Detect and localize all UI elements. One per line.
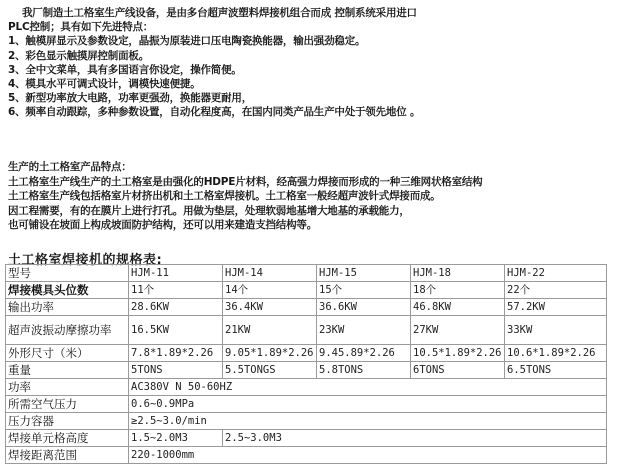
table-cell: 33KW bbox=[505, 316, 607, 345]
spec-table-title: 土工格室焊接机的规格表: bbox=[8, 253, 163, 268]
table-cell: 0.6~0.9MPa bbox=[129, 396, 607, 413]
table-cell: 6.5TONS bbox=[505, 362, 607, 379]
intro-line: 6、频率自动跟踪，多种参数设置，自动化程度高，在国内同类产品生产中处于领先地位 。 bbox=[8, 106, 421, 119]
table-row bbox=[6, 299, 607, 316]
row-label: 重量 bbox=[6, 362, 129, 379]
spec-table bbox=[5, 264, 607, 464]
table-cell: 57.2KW bbox=[505, 299, 607, 316]
table-cell: 5.8TONS bbox=[317, 362, 411, 379]
row-label: 焊接距离范围 bbox=[6, 447, 129, 464]
table-row bbox=[6, 265, 607, 282]
row-label: 焊接模具头位数 bbox=[6, 282, 129, 299]
features-heading: 生产的土工格室产品特点： bbox=[8, 161, 132, 173]
features-line: 土工格室生产线包括格室片材挤出机和土工格室焊接机。土工格室一般经超声波针式焊接而成。 bbox=[8, 190, 441, 203]
intro-line: 4、模具水平可调式设计，调模快速便捷。 bbox=[8, 78, 201, 91]
intro-line: 1、触模屏显示及参数设定，晶振为原装进口压电陶瓷换能器，输出强劲稳定。 bbox=[8, 35, 366, 48]
table-row bbox=[6, 345, 607, 362]
table-cell: 36.4KW bbox=[223, 299, 317, 316]
table-cell: 1.5~2.0M3 bbox=[129, 430, 223, 447]
features-section bbox=[8, 160, 614, 232]
table-cell: 7.8*1.89*2.26 bbox=[129, 345, 223, 362]
table-row bbox=[6, 282, 607, 299]
table-cell: 28.6KW bbox=[129, 299, 223, 316]
table-cell: 220-1000mm bbox=[129, 447, 607, 464]
table-cell: 36.6KW bbox=[317, 299, 411, 316]
table-cell: 21KW bbox=[223, 316, 317, 345]
table-cell: HJM-11 bbox=[129, 265, 223, 282]
table-cell: ≥2.5~3.0/min bbox=[129, 413, 607, 430]
table-row bbox=[6, 447, 607, 464]
intro-line: PLC控制；具有如下先进特点： bbox=[8, 21, 154, 34]
table-cell: 23KW bbox=[317, 316, 411, 345]
table-cell: HJM-22 bbox=[505, 265, 607, 282]
intro-line: 我厂制造土工格室生产线设备，是由多台超声波塑料焊接机组合而成 控制系统采用进口 bbox=[22, 7, 417, 19]
row-label: 压力容器 bbox=[6, 413, 129, 430]
table-cell: 6TONS bbox=[411, 362, 505, 379]
table-row bbox=[6, 413, 607, 430]
table-cell: AC380V N 50-60HZ bbox=[129, 379, 607, 396]
table-cell: 46.8KW bbox=[411, 299, 505, 316]
table-cell: 16.5KW bbox=[129, 316, 223, 345]
table-cell: 15个 bbox=[317, 282, 411, 299]
table-cell: 5TONS bbox=[129, 362, 223, 379]
features-line: 因工程需要，有的在膜片上进行打孔。用做为垫层，处理软弱地基增大地基的承载能力， bbox=[8, 204, 410, 217]
table-row bbox=[6, 379, 607, 396]
table-row bbox=[6, 396, 607, 413]
table-cell: 27KW bbox=[411, 316, 505, 345]
row-label: 输出功率 bbox=[6, 299, 129, 316]
intro-section bbox=[8, 6, 614, 120]
table-row bbox=[6, 430, 607, 447]
row-label: 所需空气压力 bbox=[6, 396, 129, 413]
table-cell: 14个 bbox=[223, 282, 317, 299]
table-cell: HJM-14 bbox=[223, 265, 317, 282]
table-cell: 10.5*1.89*2.26 bbox=[411, 345, 505, 362]
table-cell: HJM-15 bbox=[317, 265, 411, 282]
table-cell: HJM-18 bbox=[411, 265, 505, 282]
intro-line: 2、彩色显示触摸屏控制面板。 bbox=[8, 49, 150, 62]
table-row bbox=[6, 316, 607, 345]
table-cell: 9.05*1.89*2.26 bbox=[223, 345, 317, 362]
row-label: 焊接单元格高度 bbox=[6, 430, 129, 447]
table-cell: 18个 bbox=[411, 282, 505, 299]
table-cell: 5.5TONGS bbox=[223, 362, 317, 379]
table-cell: 10.6*1.89*2.26 bbox=[505, 345, 607, 362]
features-line: 也可铺设在坡面上构成坡面防护结构，还可以用来建造支挡结构等。 bbox=[8, 218, 317, 231]
features-line: 土工格室生产线生产的土工格室是由强化的HDPE片材料，经高强力焊接而形成的一种三维网状格室结构 bbox=[8, 176, 483, 189]
row-label: 功率 bbox=[6, 379, 129, 396]
row-label: 外形尺寸（米） bbox=[6, 345, 129, 362]
table-cell: 9.45.89*2.26 bbox=[317, 345, 411, 362]
row-label: 型号 bbox=[6, 265, 129, 282]
intro-line: 3、全中文菜单，具有多国语言你设定，操作简便。 bbox=[8, 63, 242, 76]
table-cell: 11个 bbox=[129, 282, 223, 299]
row-label: 超声波振动摩擦功率 bbox=[6, 316, 129, 345]
table-cell: 22个 bbox=[505, 282, 607, 299]
table-row bbox=[6, 362, 607, 379]
intro-line: 5、新型功率放大电路，功率更强劲，换能器更耐用， bbox=[8, 92, 253, 105]
table-cell: 2.5~3.0M3 bbox=[223, 430, 607, 447]
